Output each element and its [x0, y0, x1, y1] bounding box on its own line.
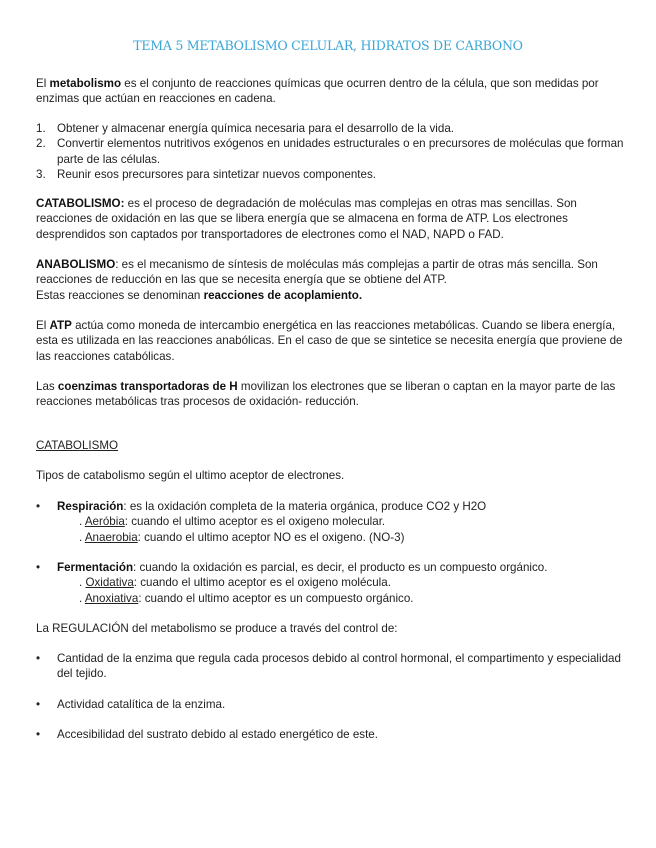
list-item: • Actividad catalítica de la enzima. [36, 698, 226, 711]
catabolismo-paragraph: CATABOLISMO: es el proceso de degradación de moléculas mas complejas en otras mas sencillas. Son reacciones de oxidación en las que se libera energía que se almacena en forma de ATP. Los electrones desprendidos son captados por transportadores de electrones como el NAD, NAPD o FAD. [36, 197, 577, 241]
sub-item: . Anaerobia: cuando el ultimo aceptor NO es el oxigeno. (NO-3) [79, 530, 405, 544]
bullet-icon: • [36, 728, 41, 741]
bullet-icon: • [36, 652, 41, 665]
page-title: TEMA 5 METABOLISMO CELULAR, HIDRATOS DE CARBONO [133, 38, 523, 53]
regulacion-text: La REGULACIÓN del metabolismo se produce a través del control de: [36, 622, 398, 635]
respiracion-item: • Respiración: es la oxidación completa de la materia orgánica, produce CO2 y H2O . Aeróbia: cuando el ultimo aceptor es el oxigeno molecular. . Anaerobia: cuando el ultimo aceptor NO es el oxigeno. (NO-3) [36, 499, 628, 545]
bullet-icon: • [36, 561, 41, 574]
fermentacion-item: • Fermentación: cuando la oxidación es parcial, es decir, el producto es un compuesto orgánico. . Oxidativa: cuando el ultimo aceptor es el oxigeno molécula. . Anoxiativa: cuando el ultimo aceptor es un compuesto orgánico. [36, 560, 628, 606]
bullet-icon: • [36, 698, 41, 711]
coenzimas-paragraph: Las coenzimas transportadoras de H movilizan los electrones que se liberan o captan en la mayor parte de las reacciones metabólicas tras procesos de oxidación- reducción. [36, 380, 616, 409]
list-item: 1. Obtener y almacenar energía química necesaria para el desarrollo de la vida. [36, 122, 454, 135]
sub-item: . Aeróbia: cuando el ultimo aceptor es el oxigeno molecular. [79, 515, 386, 529]
list-item: • Cantidad de la enzima que regula cada procesos debido al control hormonal, el compartimento y especialidad del tejido. [36, 652, 621, 681]
bullet-icon: • [36, 500, 41, 513]
intro-paragraph: El metabolismo es el conjunto de reacciones químicas que ocurren dentro de la célula, que son medidas por enzimas que actúan en reacciones en cadena. [36, 77, 599, 106]
list-item: 2. Convertir elementos nutritivos exógenos en unidades estructurales o en precursores de moléculas que forman parte de las células. [36, 137, 624, 166]
objectives-list [36, 121, 628, 182]
list-item: • Accesibilidad del sustrato debido al estado energético de este. [36, 728, 378, 741]
section-heading: CATABOLISMO [36, 439, 119, 452]
intro-bold: metabolismo [49, 77, 122, 90]
list-item: 3. Reunir esos precursores para sintetizar nuevos componentes. [36, 167, 376, 181]
atp-paragraph: El ATP actúa como moneda de intercambio energética en las reacciones metabólicas. Cuando se libera energía, esta es utilizada en las reacciones anabólicas. En el caso de que se sintetice se necesita energía que proviene de las reacciones catabólicas. [36, 319, 623, 363]
sub-item: . Oxidativa: cuando el ultimo aceptor es el oxigeno molécula. [79, 576, 391, 590]
anabolismo-paragraph: ANABOLISMO: es el mecanismo de síntesis de moléculas más complejas a partir de otras más sencilla. Son reacciones de reducción en las que se necesita energía que se obtiene del ATP. Estas reacciones se denominan reacciones de acoplamiento. [36, 258, 598, 302]
sub-item: . Anoxiativa: cuando el ultimo aceptor es un compuesto orgánico. [79, 591, 414, 605]
tipos-text: Tipos de catabolismo según el ultimo aceptor de electrones. [36, 469, 345, 482]
